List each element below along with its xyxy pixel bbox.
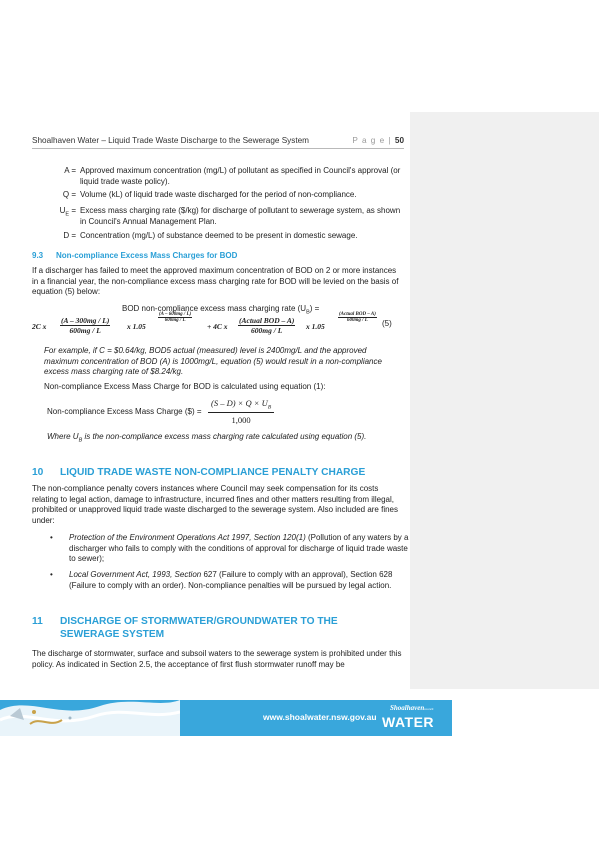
where-line: Where $U_B$ is the non-compliance excess mass charging rate calculated using equation (5).	[47, 432, 367, 444]
page-header	[32, 136, 404, 145]
fraction-2: (Actual BOD – A) 600mg / L	[239, 316, 295, 335]
section-9-3-paragraph: If a discharger has failed to meet the approved maximum concentration of BOD on 2 or more instances in a financial year, the non-compliance excess mass charging rate for BOD will be levied on the basis of equation (5) below:	[32, 266, 399, 297]
section-11-heading: 11 DISCHARGE OF STORMWATER/GROUNDWATER TO THE SEWERAGE SYSTEM	[32, 616, 338, 640]
section-11-paragraph: The discharge of stormwater, surface and subsoil waters to the sewerage system is prohibited under this policy. As indicated in Section 2.5, the acceptance of first flush stormwater runoff may be	[32, 649, 402, 669]
wave-graphic-icon	[0, 690, 180, 736]
nc-charge-label: Non-compliance Excess Mass Charge ($) =	[47, 407, 202, 416]
header-rule	[32, 148, 404, 149]
shoalhaven-water-logo: Shoalhaven WATER council	[382, 704, 435, 730]
document-title: Shoalhaven Water – Liquid Trade Waste Discharge to the Sewerage System	[32, 136, 310, 145]
bullet-icon: •	[50, 570, 53, 579]
page-indicator: P a g e | 50	[352, 136, 404, 145]
nc-charge-fraction: $(S - D) \times Q \times U_B$ 1,000	[208, 398, 274, 425]
section-9-3-heading: 9.3 Non-compliance Excess Mass Charges for BOD	[32, 251, 238, 260]
example-paragraph: For example, if C = $0.64/kg, BOD5 actual (measured) level is 2400mg/L and the approved maximum concentration of BOD (A) is 1000mg/L, equation (5) would result in a non-compliance excess mass charging rate of $8.24/kg.	[44, 346, 382, 377]
website-url[interactable]: www.shoalwater.nsw.gov.au	[263, 712, 377, 722]
fraction-1: $\frac{(A - 300mg / L)}{600mg / L}$	[61, 316, 110, 335]
exponent-fraction-2: (Actual BOD – A) 600mg / L	[339, 312, 376, 323]
section-10-paragraph: The non-compliance penalty covers instances where Council may seek compensation for its costs relating to legal action, damage to infrastructure, incurred fines and other matters resulting from illegal, prohibited or unapproved liquid trade waste discharged to the sewerage system. Also included are fines under:	[32, 484, 398, 525]
calculation-line: Non-compliance Excess Mass Charge for BOD is calculated using equation (1):	[44, 382, 326, 391]
right-margin-panel	[410, 112, 599, 689]
page-number: 50	[394, 136, 404, 145]
equation-5-label: BOD non-compliance excess mass charging rate $(U_B)$ =	[122, 304, 320, 316]
section-10-heading: 10 LIQUID TRADE WASTE NON-COMPLIANCE PENALTY CHARGE	[32, 467, 366, 478]
bullet-icon: •	[50, 533, 53, 542]
equation-5-formula: 2C x $\frac{(A - 300mg / L)}{600mg / L}$ x 1.05 $\frac{(A - 600mg / L)}{600mg / L}$ + 4C x (Actual BOD – A) 600mg / L x 1.05 (Actual BOD – A) 600mg / L	[32, 312, 376, 335]
equation-number: (5)	[382, 319, 392, 328]
exponent-fraction-1: $\frac{(A - 600mg / L)}{600mg / L}$	[159, 312, 192, 323]
